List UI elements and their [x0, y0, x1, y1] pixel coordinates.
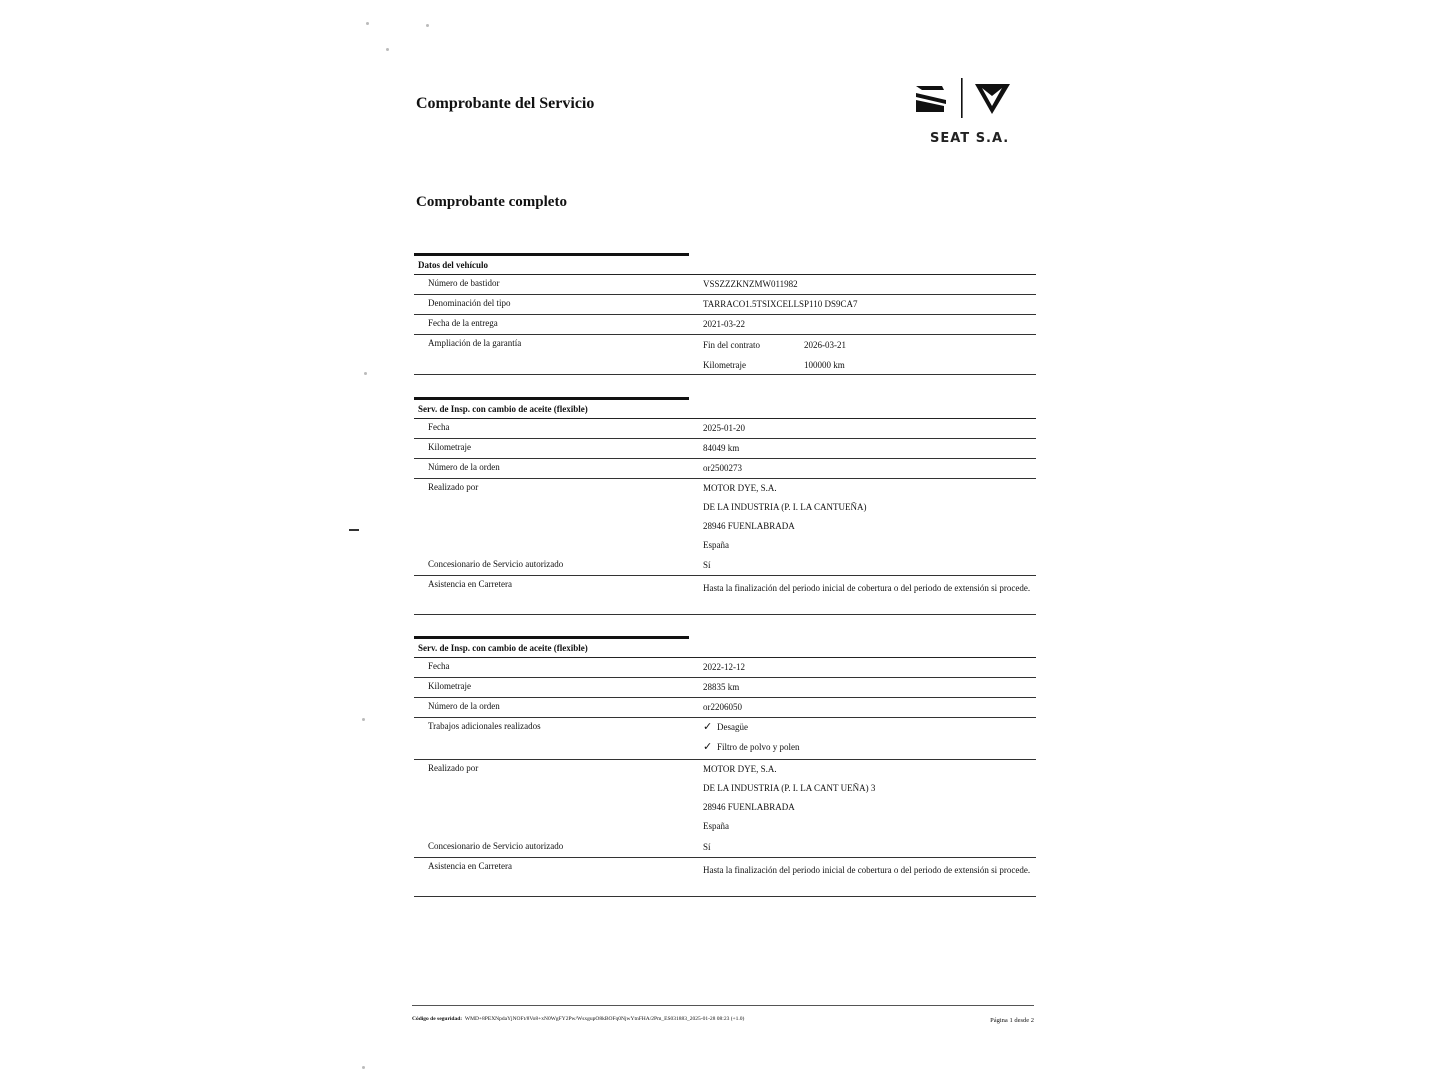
assistance-value: Hasta la finalización del periodo inicial de cobertura o del periodo de extensión si procede.: [703, 583, 1031, 593]
contract-end-value: 2026-03-21: [804, 340, 846, 350]
document-subtitle: Comprobante completo: [416, 194, 567, 210]
performed-by-label: Realizado por: [428, 763, 479, 773]
additional-work-row: [414, 718, 1036, 760]
security-code-label: Código de seguridad:: [412, 1016, 463, 1022]
additional-work-item: Filtro de polvo y polen: [717, 742, 800, 752]
date-label: Fecha: [428, 661, 450, 671]
authorized-label: Concesionario de Servicio autorizado: [428, 559, 564, 569]
dealer-street: DE LA INDUSTRIA (P. I. LA CANT UEÑA) 3: [703, 783, 876, 793]
security-code: [412, 1016, 744, 1022]
order-label: Número de la orden: [428, 701, 500, 711]
assistance-label: Asistencia en Carretera: [428, 579, 512, 589]
date-value: 2022-12-12: [703, 662, 745, 672]
vin-row: [414, 275, 1036, 295]
dealer-city: 28946 FUENLABRADA: [703, 802, 795, 812]
service-section-2: [414, 636, 1036, 897]
company-name: SEAT S.A.: [930, 131, 1010, 146]
scan-speck: [362, 1066, 365, 1069]
dealer-country: España: [703, 821, 729, 831]
km-label: Kilometraje: [428, 681, 471, 691]
order-row: [414, 698, 1036, 718]
vin-value: VSSZZZKNZMW011982: [703, 279, 798, 289]
order-value: or2206050: [703, 702, 742, 712]
check-icon: ✓: [703, 741, 713, 753]
warranty-label: Ampliación de la garantía: [428, 338, 522, 348]
km-value: 84049 km: [703, 443, 740, 453]
section-header: [414, 636, 1036, 658]
security-code-value: WMD+8PEXNpdaYjNOFt/8Vo8+xN0WgFY2Pw/WsxgupO8kBOFq0NjwYtnFHA/2Pm_ES031883_2025-01-28 08:23 (+1.0): [464, 1016, 745, 1022]
scan-mark: [349, 529, 359, 531]
performed-by-row: [414, 479, 1036, 556]
authorized-value: Sí: [703, 560, 711, 570]
authorized-row: [414, 838, 1036, 858]
vehicle-section: [414, 253, 1036, 375]
additional-work-item: Desagüe: [717, 722, 748, 732]
authorized-value: Sí: [703, 842, 711, 852]
type-value: TARRACO1.5TSIXCELLSP110 DS9CA7: [703, 299, 858, 309]
scan-speck: [426, 24, 429, 27]
contract-end-label: Fin del contrato: [703, 340, 760, 350]
date-row: [414, 658, 1036, 678]
type-row: [414, 295, 1036, 315]
type-label: Denominación del tipo: [428, 298, 511, 308]
scan-speck: [362, 718, 365, 721]
delivery-label: Fecha de la entrega: [428, 318, 498, 328]
delivery-row: [414, 315, 1036, 335]
service-section-1: [414, 397, 1036, 615]
dealer-name: MOTOR DYE, S.A.: [703, 483, 777, 493]
date-row: [414, 419, 1036, 439]
km-row: [414, 678, 1036, 698]
warranty-mileage-label: Kilometraje: [703, 360, 746, 370]
date-value: 2025-01-20: [703, 423, 745, 433]
section-header: [414, 253, 1036, 275]
assistance-label: Asistencia en Carretera: [428, 861, 512, 871]
page-footer: [412, 1005, 1034, 1024]
scan-speck: [364, 372, 367, 375]
dealer-name: MOTOR DYE, S.A.: [703, 764, 777, 774]
order-value: or2500273: [703, 463, 742, 473]
order-row: [414, 459, 1036, 479]
page-number: Página 1 desde 2: [990, 1017, 1034, 1024]
dealer-city: 28946 FUENLABRADA: [703, 521, 795, 531]
additional-work-label: Trabajos adicionales realizados: [428, 721, 541, 731]
date-label: Fecha: [428, 422, 450, 432]
section-header: [414, 397, 1036, 419]
check-icon: ✓: [703, 721, 713, 733]
assistance-row: [414, 858, 1036, 897]
performed-by-label: Realizado por: [428, 482, 479, 492]
km-row: [414, 439, 1036, 459]
scan-speck: [386, 48, 389, 51]
dealer-street: DE LA INDUSTRIA (P. I. LA CANTUEÑA): [703, 502, 867, 512]
scan-speck: [366, 22, 369, 25]
vin-label: Número de bastidor: [428, 278, 500, 288]
delivery-value: 2021-03-22: [703, 319, 745, 329]
warranty-mileage-value: 100000 km: [804, 360, 845, 370]
dealer-country: España: [703, 540, 729, 550]
authorized-row: [414, 556, 1036, 576]
section-title: Serv. de Insp. con cambio de aceite (flexible): [418, 643, 588, 653]
assistance-value: Hasta la finalización del periodo inicial de cobertura o del periodo de extensión si procede.: [703, 865, 1031, 875]
document-title: Comprobante del Servicio: [416, 95, 595, 112]
assistance-row: [414, 576, 1036, 615]
warranty-row: [414, 335, 1036, 375]
performed-by-row: [414, 760, 1036, 838]
section-title: Datos del vehículo: [418, 260, 489, 270]
authorized-label: Concesionario de Servicio autorizado: [428, 841, 564, 851]
order-label: Número de la orden: [428, 462, 500, 472]
section-title: Serv. de Insp. con cambio de aceite (flexible): [418, 404, 588, 414]
km-label: Kilometraje: [428, 442, 471, 452]
km-value: 28835 km: [703, 682, 740, 692]
